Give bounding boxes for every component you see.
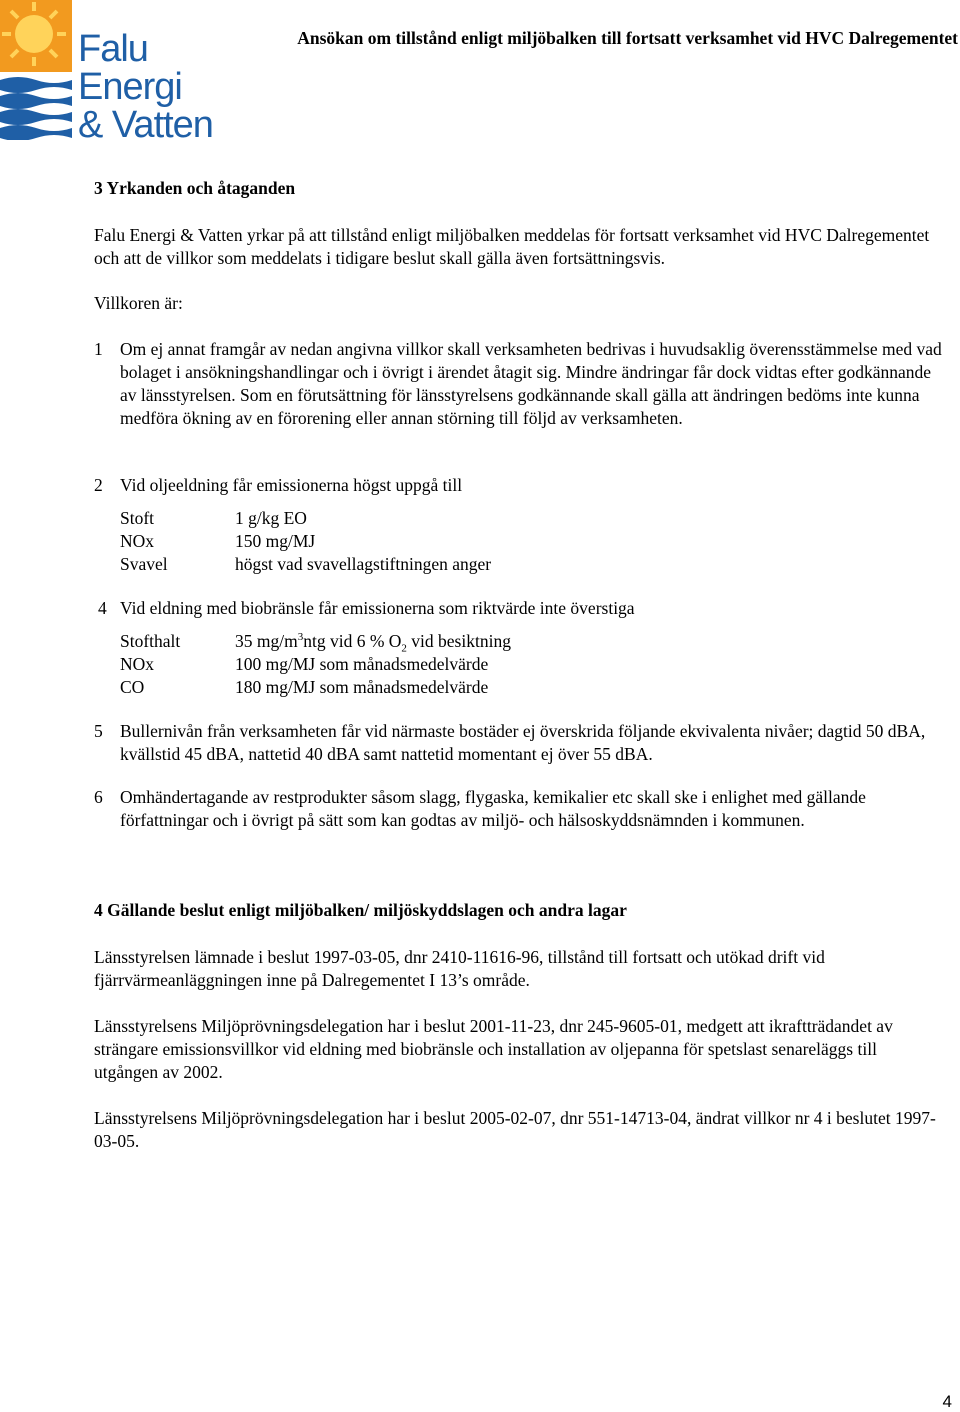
logo-text-falu: Falu [78, 28, 148, 70]
condition-number: 5 [94, 721, 103, 741]
parameter: NOx [120, 654, 155, 674]
condition-number: 2 [94, 475, 103, 495]
limit-value: 150 mg/MJ [235, 531, 316, 551]
section-4-heading: 4 Gällande beslut enligt miljöbalken/ miljöskyddslagen och andra lagar [94, 900, 627, 920]
logo-text-energi: Energi [78, 66, 182, 108]
page-number: 4 [942, 1392, 952, 1411]
limit-value: 1 g/kg EO [235, 508, 307, 528]
decision-paragraph-1: Länsstyrelsen lämnade i beslut 1997-03-05, dnr 2410-11616-96, tillstånd till fortsatt och utökad drift vid fjärrvärmeanläggningen inne på Dalregementet I 13’s område. [94, 947, 825, 990]
sun-and-waves-icon [0, 0, 80, 140]
parameter: Stoft [120, 508, 155, 528]
subscript: 2 [401, 642, 407, 655]
limit-value: högst vad svavellagstiftningen anger [235, 554, 492, 574]
condition-number: 1 [94, 339, 103, 359]
section-3-heading: 3 Yrkanden och åtaganden [94, 178, 296, 198]
parameter: Svavel [120, 554, 168, 574]
condition-text: Bullernivån från verksamheten får vid närmaste bostäder ej överskrida följande ekvivalenta nivåer; dagtid 50 dBA, kvällstid 45 dBA, nattetid 40 dBA samt nattetid momentant ej över 55 dBA. [120, 721, 926, 764]
decision-paragraph-2: Länsstyrelsens Miljöprövningsdelegation har i beslut 2001-11-23, dnr 245-9605-01, medgett att ikraftträdandet av strängare emissionsvillkor vid eldning med biobränsle och installation av oljepanna för spetslast senareläggs till utgången av 2002. [94, 1016, 893, 1082]
limit-value: 100 mg/MJ som månadsmedelvärde [235, 654, 489, 674]
condition-text: Omhändertagande av restprodukter såsom slagg, flygaska, kemikalier etc skall ske i enlighet med gällande författningar och i övrigt på sätt som kan godtas av miljö- och hälsoskyddsnämnden i kommunen. [120, 787, 866, 830]
decision-paragraph-3: Länsstyrelsens Miljöprövningsdelegation har i beslut 2005-02-07, dnr 551-14713-04, ändrat villkor nr 4 i beslutet 1997-03-05. [94, 1108, 936, 1151]
condition-text: Vid eldning med biobränsle får emissionerna som riktvärde inte överstiga [120, 598, 635, 618]
value-part: vid besiktning [406, 631, 511, 651]
conditions-label: Villkoren är: [94, 293, 183, 313]
document-title: Ansökan om tillstånd enligt miljöbalken till fortsatt verksamhet vid HVC Dalregementet [297, 28, 958, 48]
condition-text: Om ej annat framgår av nedan angivna villkor skall verksamheten bedrivas i huvudsaklig överensstämmelse med vad bolaget i ansökningshandlingar och i övrigt i ärendet åtagit sig. Mindre ändringar får dock vidtas efter godkännande av länsstyrelsen. Som en förutsättning för länsstyrelsens godkännande skall gälla att ändringen bedöms inte kunna medföra ökning av en förorening eller annan störning till följd av verksamheten. [120, 339, 942, 428]
value-part: ntg vid 6 % O [303, 631, 402, 651]
superscript: 3 [297, 631, 304, 644]
value-part: 35 mg/m [235, 631, 298, 651]
condition-text: Vid oljeeldning får emissionerna högst uppgå till [120, 475, 463, 495]
section-3-intro: Falu Energi & Vatten yrkar på att tillstånd enligt miljöbalken meddelas för fortsatt verksamhet vid HVC Dalregementet och att de villkor som meddelats i tidigare beslut skall gälla även fortsättningsvis. [94, 225, 930, 268]
company-logo [0, 0, 222, 146]
parameter: NOx [120, 531, 155, 551]
parameter: Stofthalt [120, 631, 181, 651]
condition-number: 4 [98, 598, 107, 618]
limit-value: 180 mg/MJ som månadsmedelvärde [235, 677, 489, 697]
limit-value [235, 630, 511, 653]
parameter: CO [120, 677, 145, 697]
condition-number: 6 [94, 787, 103, 807]
logo-text-vatten: & Vatten [78, 104, 213, 146]
